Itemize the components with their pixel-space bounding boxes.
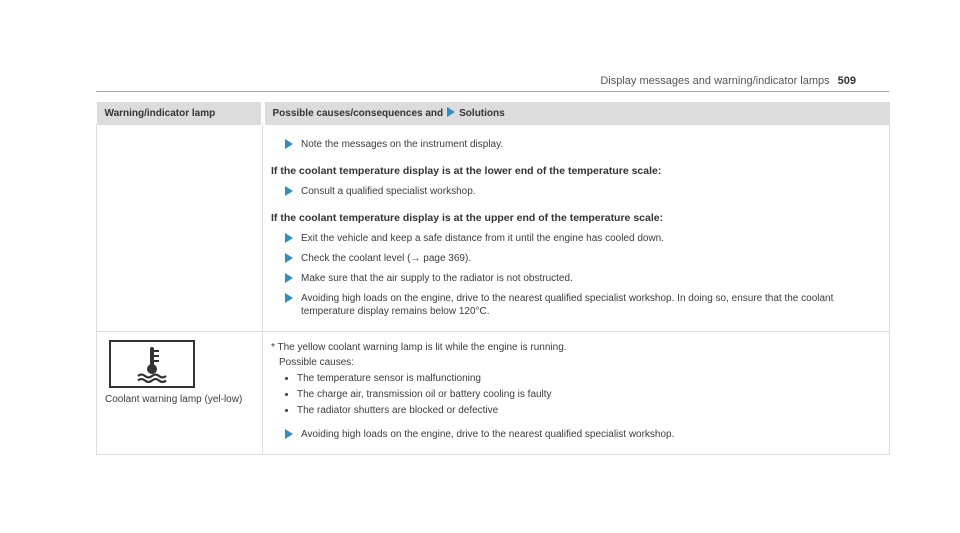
solution-arrow-icon [285, 139, 293, 149]
column-header-causes [263, 102, 890, 125]
solution-arrow-icon [447, 107, 455, 117]
solution-step [285, 232, 881, 245]
step-text: Check the coolant level (→ page 369). [301, 253, 472, 264]
solution-arrow-icon [285, 186, 293, 196]
list-item: • The temperature sensor is malfunctioning [297, 373, 881, 384]
solution-arrow-icon [285, 233, 293, 243]
solution-arrow-icon [285, 293, 293, 303]
step-text: Avoiding high loads on the engine, drive to the nearest qualified specialist workshop. In doing so, ensure that the coolant temperature display remains below 120°C. [301, 293, 834, 317]
coolant-temperature-icon [109, 340, 195, 388]
column-header-lamp: Warning/indicator lamp [97, 102, 263, 125]
condition-heading: If the coolant temperature display is at the lower end of the temperature scale: [271, 165, 662, 177]
condition-heading: If the coolant temperature display is at the upper end of the temperature scale: [271, 212, 664, 224]
step-text: Avoiding high loads on the engine, drive to the nearest qualified specialist workshop. [301, 429, 675, 440]
step-text: Exit the vehicle and keep a safe distance from it until the engine has cooled down. [301, 233, 665, 244]
causes-label: Possible causes: [279, 357, 355, 368]
solution-arrow-icon [285, 253, 293, 263]
solution-step [285, 272, 881, 285]
lamp-caption: Coolant warning lamp (yel-low) [105, 394, 243, 405]
header-title: Display messages and warning/indicator lamps [600, 75, 830, 87]
solution-step [285, 428, 881, 441]
coolant-temperature-glyph [132, 345, 172, 383]
causes-list [271, 373, 881, 416]
solution-step [285, 138, 881, 151]
table-row [97, 125, 890, 332]
page-number: 509 [837, 75, 856, 87]
warning-lamp-table [96, 102, 890, 455]
step-text: Note the messages on the instrument display. [301, 139, 504, 150]
list-item: • The charge air, transmission oil or battery cooling is faulty [297, 389, 881, 400]
solution-step [285, 292, 881, 318]
solution-arrow-icon [285, 273, 293, 283]
causes-cell [263, 125, 890, 332]
lamp-cell-empty [97, 125, 263, 332]
lamp-cell [97, 332, 263, 455]
column-header-prefix: Possible causes/consequences and [272, 108, 444, 119]
table-header-row [97, 102, 890, 125]
header-rule [96, 91, 889, 92]
step-text: Consult a qualified specialist workshop. [301, 186, 476, 197]
step-text: Make sure that the air supply to the radiator is not obstructed. [301, 273, 573, 284]
solution-step [285, 185, 881, 198]
solution-step [285, 252, 881, 265]
causes-cell [263, 332, 890, 455]
column-header-suffix: Solutions [459, 108, 505, 119]
solution-arrow-icon [285, 429, 293, 439]
page-header [600, 75, 856, 87]
lamp-intro: * The yellow coolant warning lamp is lit while the engine is running. [271, 342, 567, 353]
table-row [97, 332, 890, 455]
list-item: • The radiator shutters are blocked or defective [297, 405, 881, 416]
